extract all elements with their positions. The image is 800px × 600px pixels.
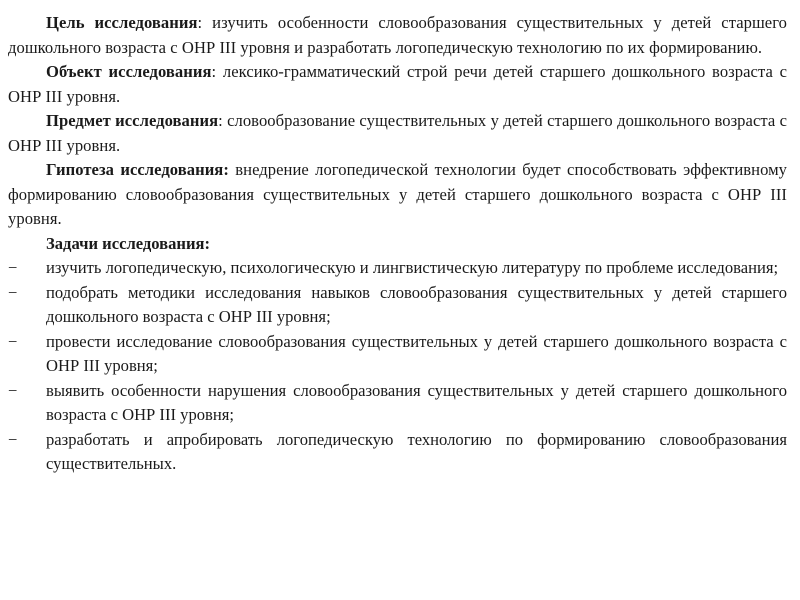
task-item — [8, 281, 787, 330]
bullet-dash: − — [8, 380, 18, 400]
task-text: подобрать методики исследования навыков словообразования существительных у детей старшего дошкольного возраста с ОНР III уровня; — [46, 282, 787, 326]
tasks-heading: Задачи исследования: — [46, 233, 211, 253]
task-text: выявить особенности нарушения словообразования существительных у детей старшего дошкольного возраста с ОНР III уровня; — [46, 380, 787, 424]
task-text: изучить логопедическую, психологическую и лингвистическую литературу по проблеме исследования; — [46, 258, 779, 277]
bullet-dash: − — [8, 331, 18, 351]
object-paragraph — [8, 60, 787, 109]
bullet-dash: − — [8, 429, 18, 449]
subject-paragraph — [8, 109, 787, 158]
goal-label: Цель исследования — [46, 13, 198, 32]
task-text: разработать и апробировать логопедическую технологию по формированию словообразования существительных. — [46, 429, 787, 473]
bullet-dash: − — [8, 258, 18, 277]
task-item — [8, 379, 787, 428]
object-text: : лексико-грамматический строй речи детей старшего дошкольного возраста с ОНР III уровня. — [8, 62, 787, 106]
task-item — [8, 256, 787, 281]
task-text: провести исследование словообразования существительных у детей старшего дошкольного возраста с ОНР III уровня; — [46, 331, 787, 375]
hypothesis-paragraph — [8, 158, 787, 232]
subject-text: : словообразование существительных у детей старшего дошкольного возраста с ОНР III уровня. — [8, 111, 787, 155]
tasks-list — [8, 256, 787, 477]
hypothesis-label: Гипотеза исследования: — [46, 160, 229, 179]
goal-paragraph — [8, 11, 787, 60]
subject-label: Предмет исследования — [46, 111, 219, 130]
task-item — [8, 428, 787, 477]
bullet-dash: − — [8, 282, 18, 302]
goal-text: : изучить особенности словообразования существительных у детей старшего дошкольного возраста с ОНР III уровня и разработать логопедическую технологию по их формированию. — [8, 13, 787, 57]
hypothesis-text: внедрение логопедической технологии будет способствовать эффективному формированию словообразования существительных у детей старшего дошкольного возраста с ОНР III уровня. — [8, 160, 787, 228]
task-item — [8, 330, 787, 379]
object-label: Объект исследования — [46, 62, 212, 81]
